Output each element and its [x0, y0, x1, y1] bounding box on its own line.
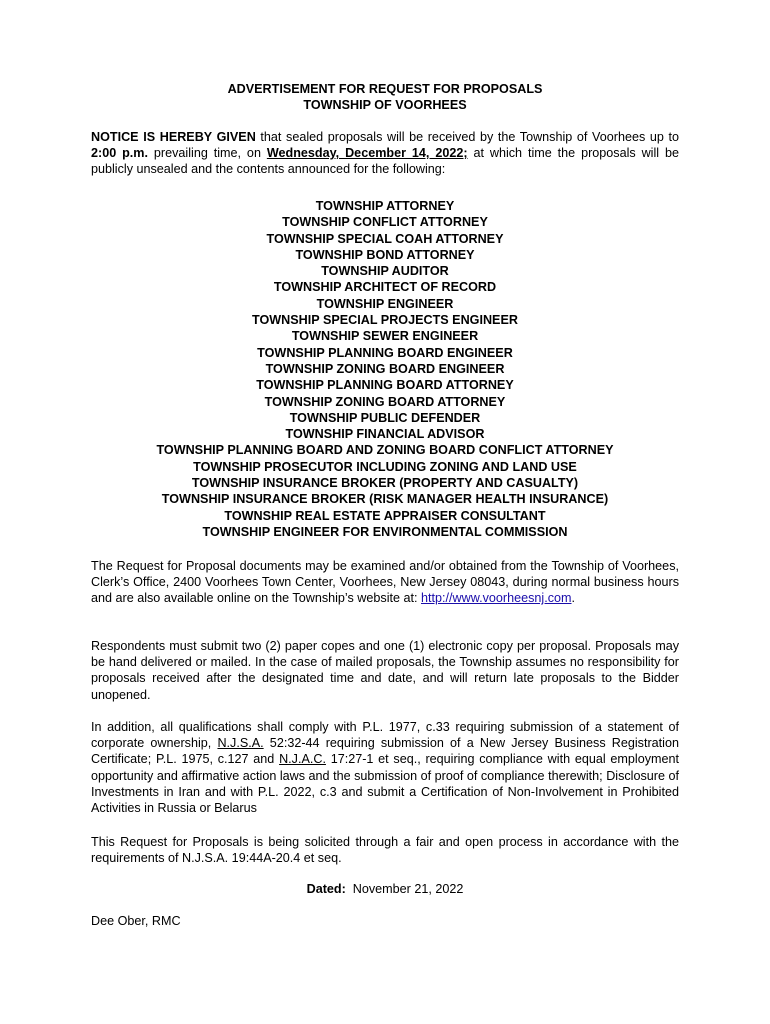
- rfp-documents-paragraph: [91, 558, 679, 607]
- service-item: TOWNSHIP PLANNING BOARD AND ZONING BOARD CONFLICT ATTORNEY: [156, 443, 614, 458]
- service-item: TOWNSHIP PLANNING BOARD ENGINEER: [257, 345, 513, 360]
- qualifications-text-3: 17:27-1 et seq., requiring compliance with equal employment opportunity and affirmative action laws and the submission of proof of compliance therewith; Disclosure of Investments in Iran and with P.L. 2022, c.3 and submit a Certification of Non-Involvement in Prohibited Activities in Russia or Belarus: [91, 752, 679, 816]
- notice-text-1: that sealed proposals will be received by the Township of Voorhees up to: [255, 130, 680, 144]
- service-item: TOWNSHIP REAL ESTATE APPRAISER CONSULTANT: [224, 508, 546, 523]
- service-item: TOWNSHIP SEWER ENGINEER: [291, 329, 479, 344]
- notice-lead: NOTICE IS HEREBY GIVEN: [91, 130, 256, 144]
- notice-text-3: at which time the proposals will be publicly unsealed and the contents announced for the following:: [91, 146, 679, 177]
- service-item: TOWNSHIP ATTORNEY: [315, 199, 455, 213]
- notice-paragraph: [91, 129, 679, 178]
- qualifications-text-1: In addition, all qualifications shall comply with P.L. 1977, c.33 requiring submission of a statement of corporate ownership,: [91, 720, 679, 751]
- service-item: TOWNSHIP CONFLICT ATTORNEY: [282, 215, 488, 230]
- dated-label: Dated:: [306, 882, 346, 896]
- service-item: TOWNSHIP INSURANCE BROKER (PROPERTY AND CASUALTY): [191, 476, 579, 491]
- services-list: [0, 198, 770, 540]
- service-item: TOWNSHIP AUDITOR: [321, 264, 449, 279]
- njsa-reference: N.J.S.A.: [217, 736, 264, 751]
- fair-open-paragraph: This Request for Proposals is being solicited through a fair and open process in accordance with the requirements of N.J.S.A. 19:44A-20.4 et seq.: [91, 835, 679, 866]
- dated-value: November 21, 2022: [352, 882, 464, 896]
- service-item: TOWNSHIP ZONING BOARD ENGINEER: [265, 361, 505, 376]
- service-item: TOWNSHIP PUBLIC DEFENDER: [289, 410, 481, 425]
- signature-name: Dee Ober, RMC: [91, 914, 181, 928]
- njac-reference: N.J.A.C.: [279, 752, 326, 767]
- qualifications-paragraph: [91, 719, 679, 816]
- notice-text-2: prevailing time, on: [148, 146, 267, 161]
- document-subtitle: TOWNSHIP OF VOORHEES: [303, 98, 467, 112]
- service-item: TOWNSHIP SPECIAL COAH ATTORNEY: [266, 231, 504, 246]
- service-item: TOWNSHIP ENGINEER: [316, 296, 454, 311]
- notice-date: Wednesday, December 14, 2022;: [266, 146, 468, 161]
- service-item: TOWNSHIP BOND ATTORNEY: [295, 247, 475, 262]
- respondents-paragraph: Respondents must submit two (2) paper copes and one (1) electronic copy per proposal. Proposals may be hand delivered or mailed. In the case of mailed proposals, the Township assumes no responsibility for proposals received after the designated time and date, and will return late proposals to the Bidder unopened.: [91, 639, 679, 702]
- rfp-documents-end: .: [571, 591, 575, 606]
- dated-line: [0, 881, 770, 897]
- notice-time: 2:00 p.m.: [91, 146, 149, 161]
- service-item: TOWNSHIP PROSECUTOR INCLUDING ZONING AND LAND USE: [193, 459, 577, 474]
- service-item: TOWNSHIP ARCHITECT OF RECORD: [273, 280, 497, 295]
- service-item: TOWNSHIP FINANCIAL ADVISOR: [285, 427, 485, 442]
- rfp-documents-text: The Request for Proposal documents may be examined and/or obtained from the Township of Voorhees, Clerk’s Office, 2400 Voorhees Town Center, Voorhees, New Jersey 08043, during normal business hours and are also available online on the Township’s website at:: [91, 559, 679, 606]
- service-item: TOWNSHIP INSURANCE BROKER (RISK MANAGER HEALTH INSURANCE): [161, 492, 609, 507]
- service-item: TOWNSHIP ZONING BOARD ATTORNEY: [264, 394, 506, 409]
- service-item: TOWNSHIP SPECIAL PROJECTS ENGINEER: [252, 313, 518, 328]
- document-title: ADVERTISEMENT FOR REQUEST FOR PROPOSALS: [227, 82, 543, 96]
- qualifications-text-2: 52:32-44 requiring submission of a New Jersey Business Registration Certificate; P.L. 1975, c.127 and: [91, 736, 679, 767]
- township-website-link[interactable]: http://www.voorheesnj.com: [421, 591, 572, 606]
- service-item: TOWNSHIP ENGINEER FOR ENVIRONMENTAL COMMISSION: [202, 524, 568, 539]
- service-item: TOWNSHIP PLANNING BOARD ATTORNEY: [256, 378, 514, 393]
